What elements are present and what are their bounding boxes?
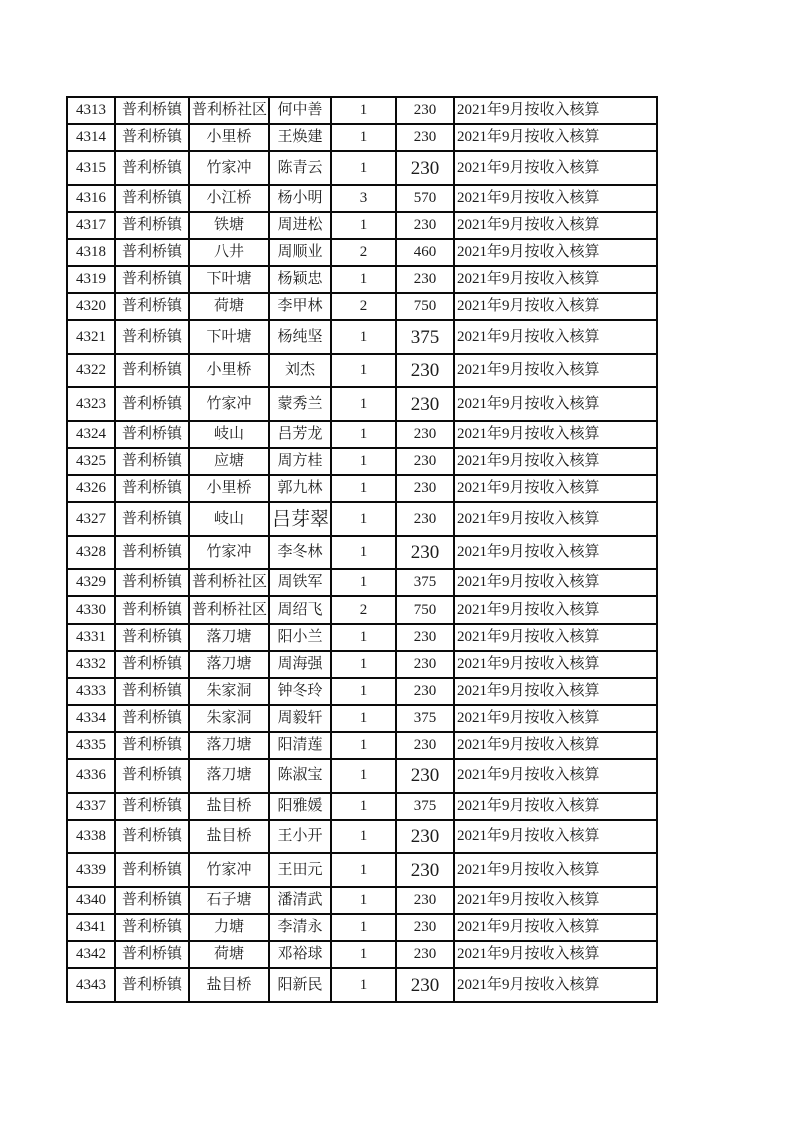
cell-note: 2021年9月按收入核算 [454, 914, 657, 941]
cell-person-name: 陈淑宝 [269, 759, 331, 793]
cell-person-name: 王田元 [269, 853, 331, 887]
table-row [67, 759, 657, 793]
cell-person-name: 吕芽翠 [269, 502, 331, 536]
table-row [67, 853, 657, 887]
cell-person-name: 周海强 [269, 651, 331, 678]
cell-town: 普利桥镇 [115, 354, 189, 388]
roster-table [66, 96, 658, 1003]
cell-person-name: 周顺业 [269, 239, 331, 266]
cell-amount: 375 [396, 320, 454, 354]
cell-town: 普利桥镇 [115, 475, 189, 502]
cell-id: 4319 [67, 266, 115, 293]
cell-note: 2021年9月按收入核算 [454, 266, 657, 293]
cell-person-name: 陈青云 [269, 151, 331, 185]
cell-village: 铁塘 [189, 212, 269, 239]
cell-note: 2021年9月按收入核算 [454, 212, 657, 239]
cell-person-name: 杨小明 [269, 185, 331, 212]
cell-village: 小里桥 [189, 354, 269, 388]
cell-id: 4321 [67, 320, 115, 354]
cell-town: 普利桥镇 [115, 293, 189, 320]
cell-village: 竹家冲 [189, 387, 269, 421]
cell-id: 4324 [67, 421, 115, 448]
cell-person-name: 王焕建 [269, 124, 331, 151]
cell-id: 4323 [67, 387, 115, 421]
table-row [67, 705, 657, 732]
cell-town: 普利桥镇 [115, 448, 189, 475]
cell-count: 1 [331, 678, 396, 705]
cell-person-name: 吕芳龙 [269, 421, 331, 448]
cell-person-name: 邓裕球 [269, 941, 331, 968]
cell-town: 普利桥镇 [115, 536, 189, 570]
cell-count: 1 [331, 475, 396, 502]
cell-town: 普利桥镇 [115, 185, 189, 212]
cell-count: 1 [331, 705, 396, 732]
cell-id: 4313 [67, 97, 115, 124]
cell-village: 应塘 [189, 448, 269, 475]
table-row [67, 151, 657, 185]
table-row [67, 354, 657, 388]
cell-count: 1 [331, 914, 396, 941]
table-row [67, 820, 657, 854]
cell-note: 2021年9月按收入核算 [454, 651, 657, 678]
cell-amount: 375 [396, 569, 454, 596]
cell-count: 1 [331, 569, 396, 596]
cell-amount: 230 [396, 151, 454, 185]
cell-amount: 230 [396, 212, 454, 239]
cell-count: 3 [331, 185, 396, 212]
cell-village: 普利桥社区 [189, 97, 269, 124]
cell-village: 朱家洞 [189, 678, 269, 705]
table-row [67, 502, 657, 536]
cell-note: 2021年9月按收入核算 [454, 887, 657, 914]
cell-id: 4325 [67, 448, 115, 475]
cell-count: 2 [331, 293, 396, 320]
cell-person-name: 刘杰 [269, 354, 331, 388]
cell-amount: 230 [396, 914, 454, 941]
cell-person-name: 蒙秀兰 [269, 387, 331, 421]
cell-person-name: 周毅轩 [269, 705, 331, 732]
cell-note: 2021年9月按收入核算 [454, 448, 657, 475]
cell-town: 普利桥镇 [115, 705, 189, 732]
cell-count: 1 [331, 624, 396, 651]
cell-amount: 230 [396, 941, 454, 968]
table-row [67, 596, 657, 623]
cell-id: 4334 [67, 705, 115, 732]
cell-note: 2021年9月按收入核算 [454, 820, 657, 854]
cell-amount: 570 [396, 185, 454, 212]
cell-count: 1 [331, 651, 396, 678]
cell-note: 2021年9月按收入核算 [454, 624, 657, 651]
cell-id: 4320 [67, 293, 115, 320]
cell-village: 竹家冲 [189, 853, 269, 887]
cell-id: 4332 [67, 651, 115, 678]
cell-count: 1 [331, 266, 396, 293]
cell-id: 4314 [67, 124, 115, 151]
cell-town: 普利桥镇 [115, 968, 189, 1002]
table-row [67, 732, 657, 759]
table-row [67, 448, 657, 475]
cell-note: 2021年9月按收入核算 [454, 536, 657, 570]
cell-village: 落刀塘 [189, 624, 269, 651]
cell-amount: 230 [396, 651, 454, 678]
cell-count: 1 [331, 448, 396, 475]
table-row [67, 97, 657, 124]
cell-town: 普利桥镇 [115, 151, 189, 185]
cell-town: 普利桥镇 [115, 624, 189, 651]
cell-village: 下叶塘 [189, 266, 269, 293]
cell-person-name: 阳小兰 [269, 624, 331, 651]
cell-id: 4337 [67, 793, 115, 820]
cell-count: 1 [331, 941, 396, 968]
cell-note: 2021年9月按收入核算 [454, 968, 657, 1002]
cell-person-name: 王小开 [269, 820, 331, 854]
cell-id: 4317 [67, 212, 115, 239]
cell-count: 1 [331, 97, 396, 124]
cell-village: 荷塘 [189, 293, 269, 320]
table-row [67, 475, 657, 502]
cell-village: 普利桥社区 [189, 569, 269, 596]
cell-person-name: 郭九林 [269, 475, 331, 502]
cell-note: 2021年9月按收入核算 [454, 678, 657, 705]
cell-note: 2021年9月按收入核算 [454, 97, 657, 124]
cell-id: 4339 [67, 853, 115, 887]
cell-town: 普利桥镇 [115, 569, 189, 596]
cell-id: 4338 [67, 820, 115, 854]
cell-note: 2021年9月按收入核算 [454, 569, 657, 596]
cell-count: 1 [331, 320, 396, 354]
cell-village: 力塘 [189, 914, 269, 941]
table-row [67, 293, 657, 320]
cell-amount: 230 [396, 624, 454, 651]
cell-person-name: 李冬林 [269, 536, 331, 570]
cell-id: 4340 [67, 887, 115, 914]
cell-id: 4315 [67, 151, 115, 185]
table-row [67, 887, 657, 914]
cell-town: 普利桥镇 [115, 596, 189, 623]
cell-count: 1 [331, 820, 396, 854]
cell-amount: 230 [396, 536, 454, 570]
cell-village: 小里桥 [189, 124, 269, 151]
table-row [67, 914, 657, 941]
cell-village: 荷塘 [189, 941, 269, 968]
cell-count: 1 [331, 502, 396, 536]
cell-town: 普利桥镇 [115, 320, 189, 354]
cell-amount: 230 [396, 853, 454, 887]
cell-id: 4326 [67, 475, 115, 502]
table-row [67, 968, 657, 1002]
cell-town: 普利桥镇 [115, 820, 189, 854]
cell-note: 2021年9月按收入核算 [454, 941, 657, 968]
cell-town: 普利桥镇 [115, 793, 189, 820]
cell-amount: 230 [396, 759, 454, 793]
cell-id: 4331 [67, 624, 115, 651]
cell-id: 4316 [67, 185, 115, 212]
cell-village: 岐山 [189, 502, 269, 536]
cell-town: 普利桥镇 [115, 759, 189, 793]
cell-amount: 230 [396, 354, 454, 388]
cell-note: 2021年9月按收入核算 [454, 354, 657, 388]
cell-amount: 230 [396, 968, 454, 1002]
cell-count: 1 [331, 421, 396, 448]
cell-person-name: 潘清武 [269, 887, 331, 914]
cell-amount: 230 [396, 678, 454, 705]
cell-village: 落刀塘 [189, 759, 269, 793]
cell-note: 2021年9月按收入核算 [454, 502, 657, 536]
cell-note: 2021年9月按收入核算 [454, 596, 657, 623]
table-row [67, 941, 657, 968]
cell-village: 竹家冲 [189, 536, 269, 570]
cell-amount: 230 [396, 887, 454, 914]
cell-amount: 230 [396, 97, 454, 124]
cell-amount: 460 [396, 239, 454, 266]
cell-town: 普利桥镇 [115, 239, 189, 266]
cell-town: 普利桥镇 [115, 651, 189, 678]
cell-village: 下叶塘 [189, 320, 269, 354]
cell-town: 普利桥镇 [115, 914, 189, 941]
cell-count: 1 [331, 887, 396, 914]
cell-amount: 375 [396, 705, 454, 732]
table-row [67, 678, 657, 705]
cell-amount: 375 [396, 793, 454, 820]
table-row [67, 651, 657, 678]
cell-id: 4318 [67, 239, 115, 266]
cell-count: 1 [331, 354, 396, 388]
cell-id: 4342 [67, 941, 115, 968]
table-row [67, 185, 657, 212]
cell-note: 2021年9月按收入核算 [454, 239, 657, 266]
cell-village: 小里桥 [189, 475, 269, 502]
table-row [67, 212, 657, 239]
cell-count: 1 [331, 793, 396, 820]
cell-id: 4328 [67, 536, 115, 570]
cell-town: 普利桥镇 [115, 941, 189, 968]
cell-village: 盐目桥 [189, 820, 269, 854]
cell-note: 2021年9月按收入核算 [454, 793, 657, 820]
cell-village: 普利桥社区 [189, 596, 269, 623]
cell-amount: 230 [396, 124, 454, 151]
table-row [67, 421, 657, 448]
cell-village: 盐目桥 [189, 968, 269, 1002]
cell-note: 2021年9月按收入核算 [454, 185, 657, 212]
cell-note: 2021年9月按收入核算 [454, 853, 657, 887]
cell-id: 4341 [67, 914, 115, 941]
cell-person-name: 周进松 [269, 212, 331, 239]
cell-person-name: 阳清莲 [269, 732, 331, 759]
cell-note: 2021年9月按收入核算 [454, 705, 657, 732]
cell-amount: 230 [396, 448, 454, 475]
cell-town: 普利桥镇 [115, 421, 189, 448]
cell-person-name: 阳雅媛 [269, 793, 331, 820]
cell-amount: 230 [396, 421, 454, 448]
cell-village: 石子塘 [189, 887, 269, 914]
cell-count: 1 [331, 732, 396, 759]
table-row [67, 569, 657, 596]
cell-town: 普利桥镇 [115, 266, 189, 293]
cell-id: 4343 [67, 968, 115, 1002]
cell-town: 普利桥镇 [115, 212, 189, 239]
cell-note: 2021年9月按收入核算 [454, 293, 657, 320]
cell-village: 落刀塘 [189, 732, 269, 759]
table-row [67, 239, 657, 266]
cell-town: 普利桥镇 [115, 124, 189, 151]
cell-note: 2021年9月按收入核算 [454, 151, 657, 185]
cell-amount: 750 [396, 596, 454, 623]
cell-count: 1 [331, 536, 396, 570]
table-row [67, 387, 657, 421]
cell-count: 1 [331, 387, 396, 421]
cell-note: 2021年9月按收入核算 [454, 475, 657, 502]
cell-note: 2021年9月按收入核算 [454, 421, 657, 448]
cell-id: 4322 [67, 354, 115, 388]
cell-count: 2 [331, 596, 396, 623]
cell-count: 1 [331, 759, 396, 793]
table-row [67, 536, 657, 570]
table-row [67, 266, 657, 293]
cell-id: 4330 [67, 596, 115, 623]
cell-note: 2021年9月按收入核算 [454, 387, 657, 421]
cell-count: 1 [331, 968, 396, 1002]
cell-village: 岐山 [189, 421, 269, 448]
cell-person-name: 李甲林 [269, 293, 331, 320]
cell-town: 普利桥镇 [115, 97, 189, 124]
cell-person-name: 何中善 [269, 97, 331, 124]
cell-amount: 230 [396, 266, 454, 293]
cell-town: 普利桥镇 [115, 502, 189, 536]
cell-count: 1 [331, 212, 396, 239]
cell-village: 落刀塘 [189, 651, 269, 678]
cell-village: 八井 [189, 239, 269, 266]
cell-count: 2 [331, 239, 396, 266]
cell-town: 普利桥镇 [115, 678, 189, 705]
cell-person-name: 周方桂 [269, 448, 331, 475]
cell-village: 盐目桥 [189, 793, 269, 820]
cell-count: 1 [331, 151, 396, 185]
table-row [67, 624, 657, 651]
cell-note: 2021年9月按收入核算 [454, 320, 657, 354]
cell-person-name: 阳新民 [269, 968, 331, 1002]
cell-village: 竹家冲 [189, 151, 269, 185]
cell-id: 4329 [67, 569, 115, 596]
cell-amount: 230 [396, 502, 454, 536]
cell-person-name: 钟冬玲 [269, 678, 331, 705]
cell-note: 2021年9月按收入核算 [454, 124, 657, 151]
cell-amount: 230 [396, 732, 454, 759]
cell-amount: 230 [396, 820, 454, 854]
cell-amount: 230 [396, 475, 454, 502]
cell-person-name: 周绍飞 [269, 596, 331, 623]
cell-id: 4336 [67, 759, 115, 793]
cell-note: 2021年9月按收入核算 [454, 732, 657, 759]
table-row [67, 124, 657, 151]
cell-town: 普利桥镇 [115, 887, 189, 914]
cell-id: 4335 [67, 732, 115, 759]
cell-person-name: 杨颖忠 [269, 266, 331, 293]
cell-count: 1 [331, 853, 396, 887]
cell-count: 1 [331, 124, 396, 151]
cell-village: 小江桥 [189, 185, 269, 212]
cell-amount: 230 [396, 387, 454, 421]
cell-id: 4327 [67, 502, 115, 536]
cell-person-name: 杨纯坚 [269, 320, 331, 354]
cell-note: 2021年9月按收入核算 [454, 759, 657, 793]
cell-town: 普利桥镇 [115, 387, 189, 421]
cell-person-name: 李清永 [269, 914, 331, 941]
table-row [67, 793, 657, 820]
cell-town: 普利桥镇 [115, 732, 189, 759]
cell-town: 普利桥镇 [115, 853, 189, 887]
cell-person-name: 周铁军 [269, 569, 331, 596]
cell-amount: 750 [396, 293, 454, 320]
cell-id: 4333 [67, 678, 115, 705]
cell-village: 朱家洞 [189, 705, 269, 732]
table-row [67, 320, 657, 354]
